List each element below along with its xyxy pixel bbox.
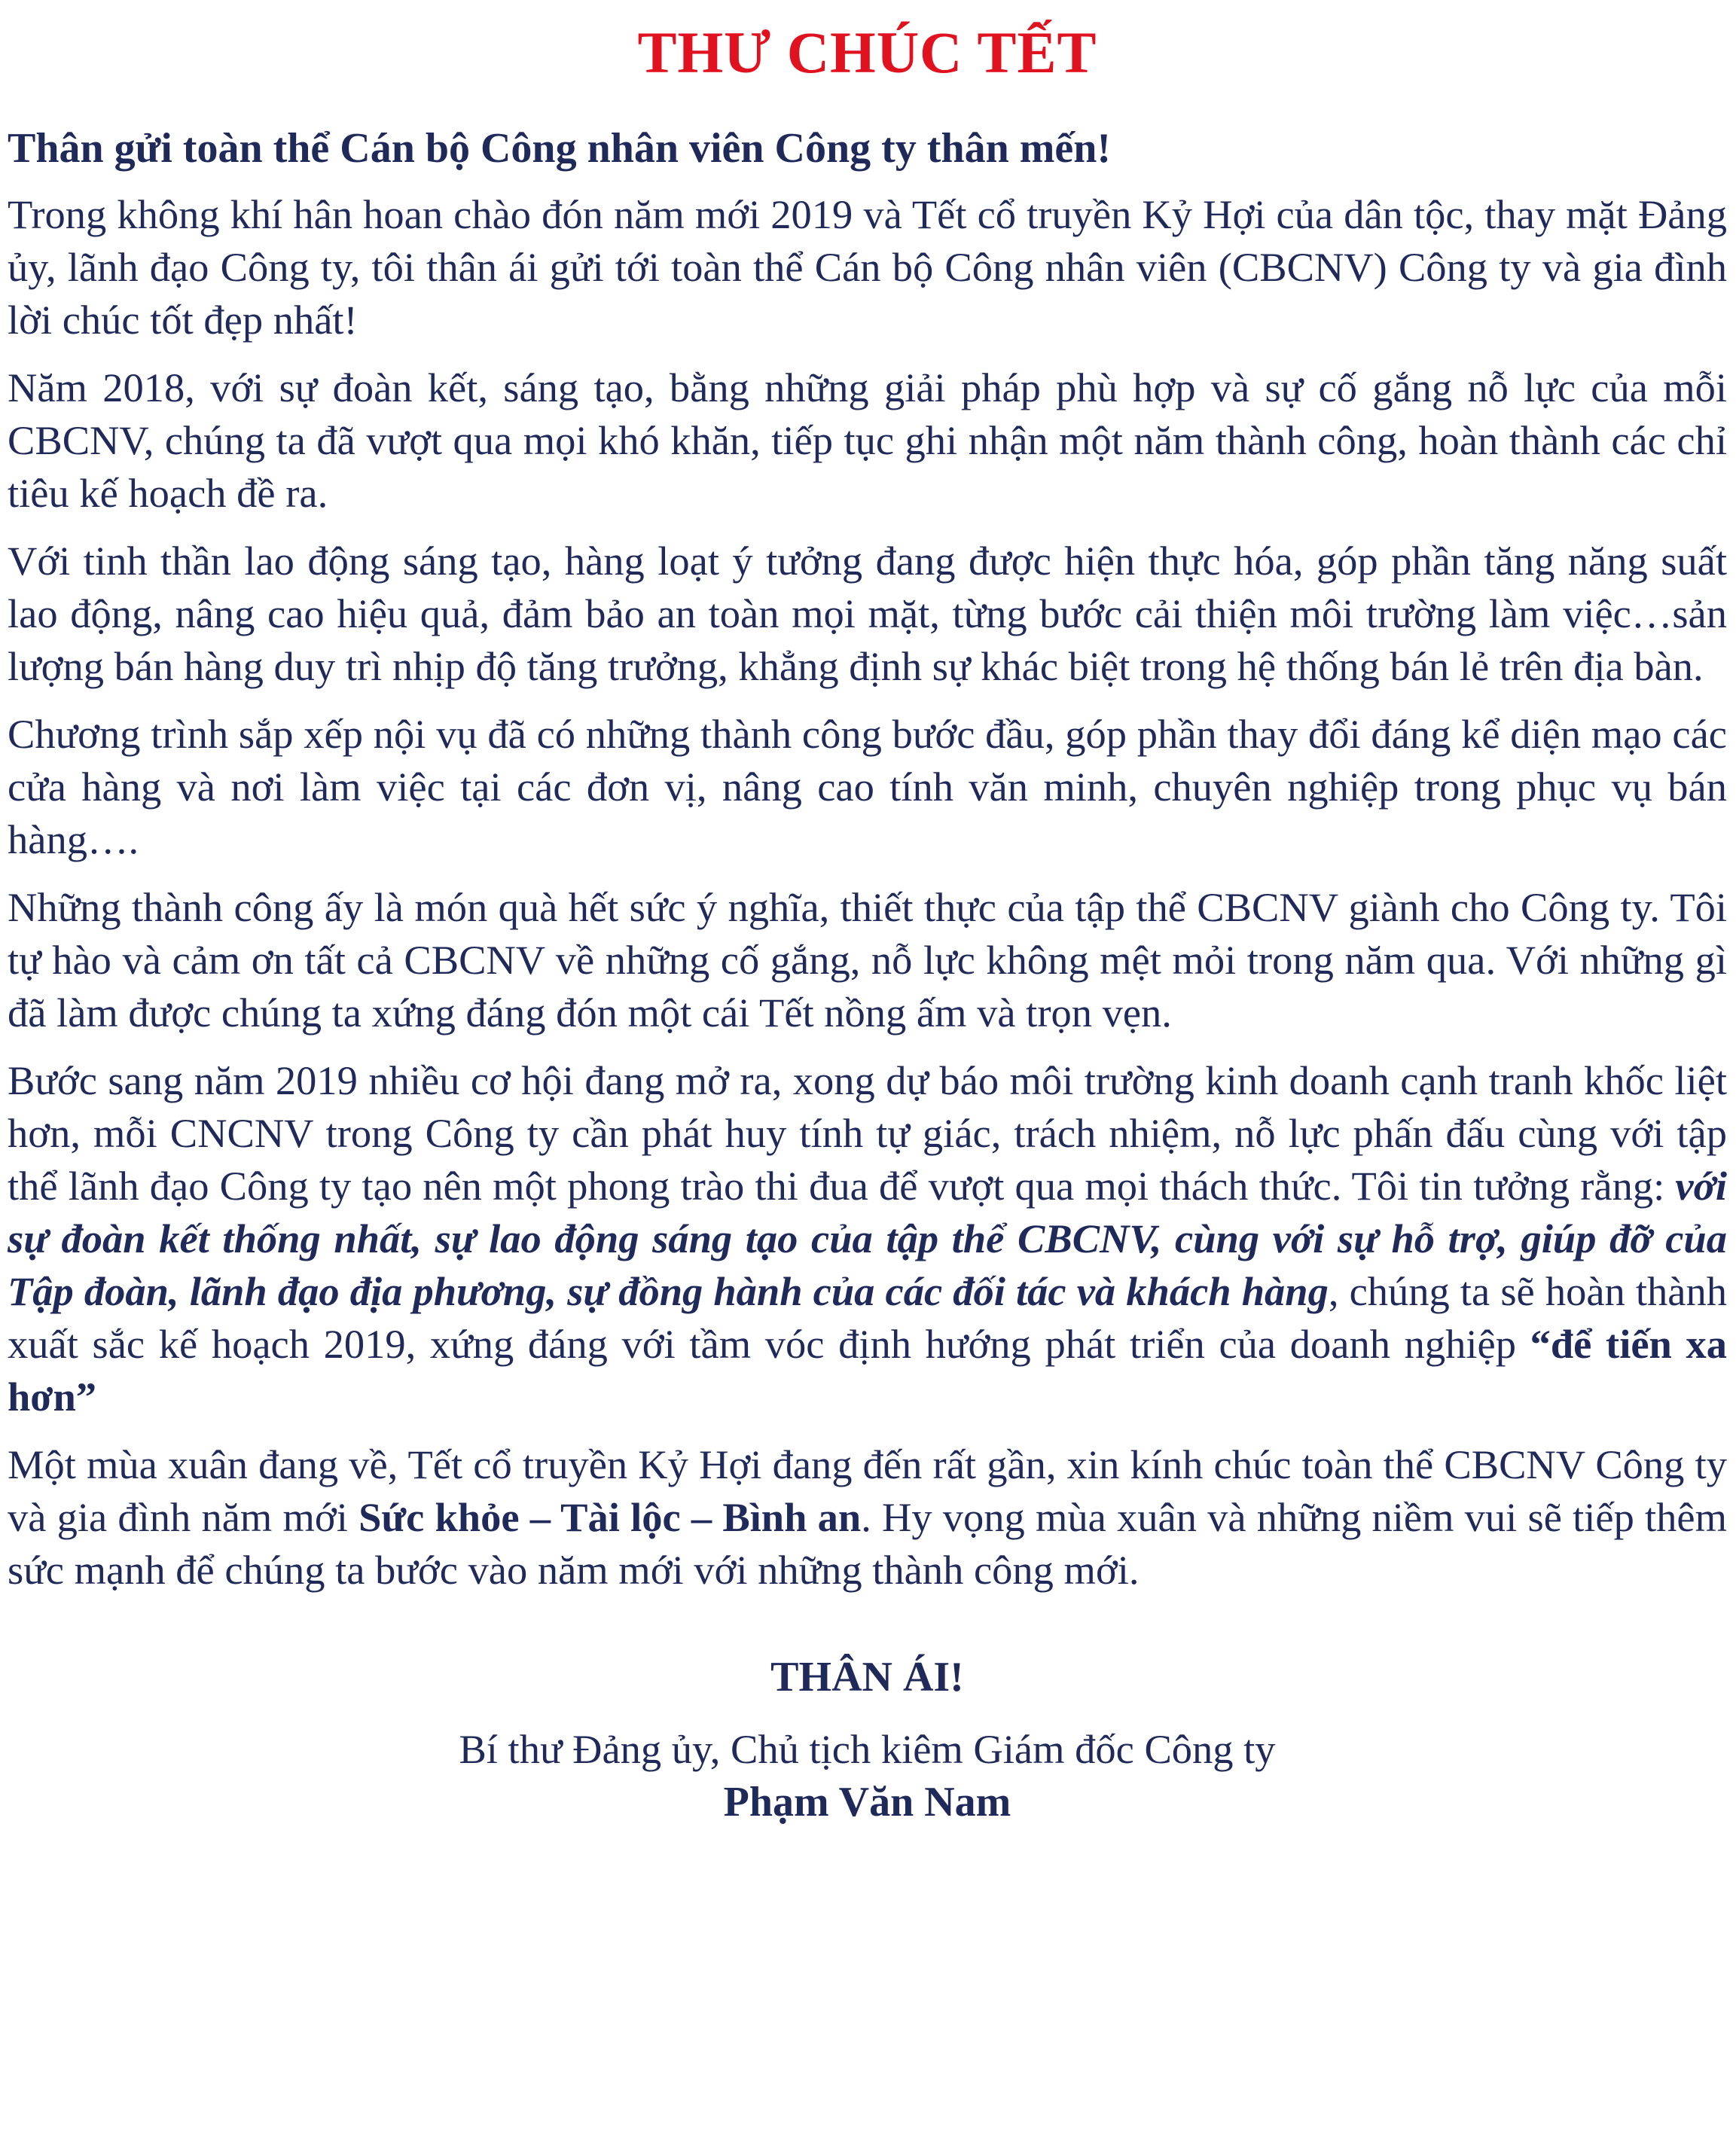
closing-salutation: THÂN ÁI! bbox=[770, 1654, 964, 1700]
paragraph-6-text: Bước sang năm 2019 nhiều cơ hội đang mở ra, xong dự báo môi trường kinh doanh cạnh tranh khốc liệt hơn, mỗi CNCNV trong Công ty cần phát huy tính tự giác, trách nhiệm, nỗ lực phấn đấu cùng với tập thể lãnh đạo Công ty tạo nên một phong trào thi đua để vượt qua mọi thách thức. Tôi tin tưởng rằng: bbox=[8, 1057, 1727, 1209]
paragraph-1: Trong không khí hân hoan chào đón năm mới 2019 và Tết cổ truyền Kỷ Hợi của dân tộc, thay mặt Đảng ủy, lãnh đạo Công ty, tôi thân ái gửi tới toàn thể Cán bộ Công nhân viên (CBCNV) Công ty và gia đình lời chúc tốt đẹp nhất! bbox=[8, 191, 1727, 343]
paragraph-7-text-continued: . Hy vọng mùa xuân và những niềm vui sẽ tiếp thêm sức mạnh để chúng ta bước vào năm mới với những thành công mới. bbox=[8, 1494, 1727, 1593]
paragraph-7-text: Một mùa xuân đang về, Tết cổ truyền Kỷ Hợi đang đến rất gần, xin kính chúc toàn thể CBCNV Công ty và gia đình năm mới bbox=[8, 1441, 1727, 1540]
paragraph-4: Chương trình sắp xếp nội vụ đã có những thành công bước đầu, góp phần thay đổi đáng kể diện mạo các cửa hàng và nơi làm việc tại các đơn vị, nâng cao tính văn minh, chuyên nghiệp trong phục vụ bán hàng…. bbox=[8, 711, 1727, 862]
slogan: “để tiến xa hơn” bbox=[8, 1321, 1727, 1420]
signer-role: Bí thư Đảng ủy, Chủ tịch kiêm Giám đốc Công ty bbox=[459, 1726, 1276, 1772]
paragraph-6-emphasis: với sự đoàn kết thống nhất, sự lao động sáng tạo của tập thể CBCNV, cùng với sự hỗ trợ, giúp đỡ của Tập đoàn, lãnh đạo địa phương, sự đồng hành của các đối tác và khách hàng bbox=[8, 1163, 1727, 1314]
paragraph-5: Những thành công ấy là món quà hết sức ý nghĩa, thiết thực của tập thể CBCNV giành cho Công ty. Tôi tự hào và cảm ơn tất cả CBCNV về những cố gắng, nỗ lực không mệt mỏi trong năm qua. Với những gì đã làm được chúng ta xứng đáng đón một cái Tết nồng ấm và trọn vẹn. bbox=[8, 884, 1727, 1035]
paragraph-2: Năm 2018, với sự đoàn kết, sáng tạo, bằng những giải pháp phù hợp và sự cố gắng nỗ lực của mỗi CBCNV, chúng ta đã vượt qua mọi khó khăn, tiếp tục ghi nhận một năm thành công, hoàn thành các chỉ tiêu kế hoạch đề ra. bbox=[8, 364, 1727, 516]
paragraph-7 bbox=[8, 1438, 1727, 1597]
paragraph-3: Với tinh thần lao động sáng tạo, hàng loạt ý tưởng đang được hiện thực hóa, góp phần tăng năng suất lao động, nâng cao hiệu quả, đảm bảo an toàn mọi mặt, từng bước cải thiện môi trường làm việc…sản lượng bán hàng duy trì nhịp độ tăng trưởng, khẳng định sự khác biệt trong hệ thống bán lẻ trên địa bàn. bbox=[8, 538, 1727, 689]
signer-name: Phạm Văn Nam bbox=[723, 1779, 1011, 1825]
paragraph-6 bbox=[8, 1054, 1727, 1423]
greeting: Thân gửi toàn thể Cán bộ Công nhân viên Công ty thân mến! bbox=[8, 125, 1112, 172]
paragraph-6-text-continued: , chúng ta sẽ hoàn thành xuất sắc kế hoạch 2019, xứng đáng với tầm vóc định hướng phát triển của doanh nghiệp bbox=[8, 1268, 1727, 1367]
letter-title: THƯ CHÚC TẾT bbox=[637, 20, 1097, 85]
new-year-wishes: Sức khỏe – Tài lộc – Bình an bbox=[358, 1494, 862, 1540]
